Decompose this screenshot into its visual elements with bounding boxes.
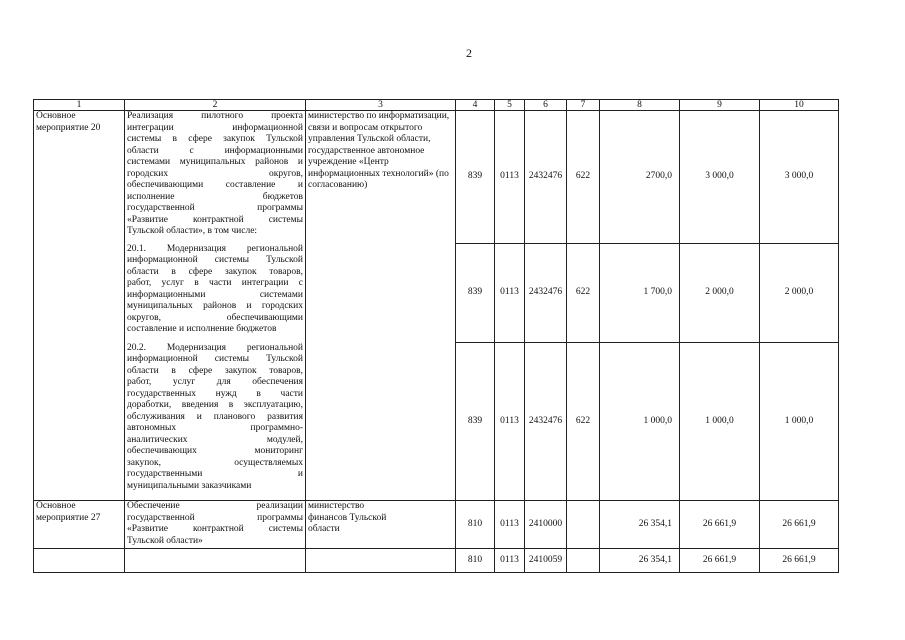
cell-amount-9: 26 661,9: [680, 501, 760, 549]
cell-amount-9: 2 000,0: [680, 244, 760, 343]
measure-27-line: мероприятие 27: [36, 512, 101, 523]
cell-amount-10: 1 000,0: [760, 343, 839, 501]
desc-line: Тульской области»: [127, 535, 203, 546]
desc-line: информационной системы Тульской: [127, 354, 303, 364]
desc-line: автономных программно-: [127, 423, 303, 433]
cell-csr: 2432476: [525, 111, 567, 244]
table-row: [34, 501, 839, 549]
header-cell: 7: [567, 100, 600, 111]
measure-27-cell: [34, 501, 125, 549]
desc-line: муниципальных районов и городских: [127, 301, 303, 311]
cell-amount-10: 2 000,0: [760, 244, 839, 343]
cell-amount-8: 1 000,0: [600, 343, 680, 501]
desc-line: государственных нужд в части: [127, 388, 303, 399]
measure-20-label: Основное мероприятие 20: [36, 111, 101, 133]
table-row: [34, 549, 839, 573]
header-cell: 8: [600, 100, 680, 111]
cell-grbs: 810: [456, 501, 495, 549]
header-cell: 4: [456, 100, 495, 111]
desc-line: Обеспечение реализации: [127, 501, 303, 511]
cell-grbs: 839: [456, 343, 495, 501]
desc-line: Реализация пилотного проекта: [127, 111, 303, 121]
desc-line: 20.2. Модернизация региональной: [127, 342, 303, 353]
desc-line: работ, услуг в части интеграции с: [127, 278, 303, 288]
cell-grbs: 839: [456, 111, 495, 244]
cell-vr: 622: [567, 343, 600, 501]
desc-line: округов, обеспечивающими: [127, 312, 303, 323]
empty-cell: [125, 549, 306, 573]
cell-vr: 622: [567, 111, 600, 244]
desc-line: государственными и: [127, 469, 303, 479]
desc-line: закупок, осуществляемых: [127, 457, 303, 468]
budget-table: [33, 99, 839, 573]
header-cell: 9: [680, 100, 760, 111]
cell-amount-10: 26 661,9: [760, 549, 839, 573]
cell-vr: [567, 501, 600, 549]
desc-line: системами муниципальных районов и: [127, 157, 303, 167]
description-cell: [125, 244, 306, 343]
desc-line: обеспечивающих мониторинг: [127, 446, 303, 456]
cell-amount-9: 3 000,0: [680, 111, 760, 244]
cell-grbs: 839: [456, 244, 495, 343]
executor-cell: [306, 111, 456, 501]
header-cell: 5: [495, 100, 525, 111]
header-cell: 10: [760, 100, 839, 111]
header-cell: 6: [525, 100, 567, 111]
header-cell: 1: [34, 100, 125, 111]
cell-vr: 622: [567, 244, 600, 343]
executor-text: министерство финансов Тульской области: [308, 501, 387, 534]
cell-amount-10: 3 000,0: [760, 111, 839, 244]
desc-line: обслуживания и планового развития: [127, 411, 303, 422]
desc-line: информационной системы Тульской: [127, 255, 303, 265]
desc-line: государственной программы: [127, 512, 303, 523]
executor-text: министерство по информатизации, связи и вопросам открытого управления Тульской области, государственное автономное учреждение «Центр информационных технологий» (по согласованию): [308, 111, 450, 190]
desc-line: области в сфере закупок товаров,: [127, 266, 303, 277]
desc-line: «Развитие контрактной системы: [127, 524, 303, 534]
cell-vr: [567, 549, 600, 573]
header-row: [34, 100, 839, 111]
cell-rzpr: 0113: [495, 549, 525, 573]
cell-csr: 2410059: [525, 549, 567, 573]
desc-line: «Развитие контрактной системы: [127, 214, 303, 225]
table-row: [34, 111, 839, 244]
desc-line: обеспечивающими составление и: [127, 180, 303, 190]
cell-grbs: 810: [456, 549, 495, 573]
description-cell: [125, 501, 306, 549]
cell-amount-10: 26 661,9: [760, 501, 839, 549]
desc-line: Тульской области», в том числе:: [127, 226, 258, 236]
desc-line: работ, услуг для обеспечения: [127, 377, 303, 387]
header-cell: 3: [306, 100, 456, 111]
desc-line: городских округов,: [127, 168, 303, 179]
cell-amount-8: 26 354,1: [600, 549, 680, 573]
desc-line: области в сфере закупок товаров,: [127, 365, 303, 376]
header-cell: 2: [125, 100, 306, 111]
cell-amount-9: 1 000,0: [680, 343, 760, 501]
empty-cell: [306, 549, 456, 573]
cell-amount-9: 26 661,9: [680, 549, 760, 573]
desc-line: доработки, введения в эксплуатацию,: [127, 400, 303, 410]
desc-line: государственной программы: [127, 203, 303, 213]
cell-csr: 2410000: [525, 501, 567, 549]
cell-rzpr: 0113: [495, 244, 525, 343]
desc-line: 20.1. Модернизация региональной: [127, 243, 303, 254]
executor-cell: [306, 501, 456, 549]
description-cell: [125, 343, 306, 501]
cell-rzpr: 0113: [495, 501, 525, 549]
desc-line: системы в сфере закупок Тульской: [127, 134, 303, 144]
cell-csr: 2432476: [525, 244, 567, 343]
desc-line: интеграции информационной: [127, 122, 303, 133]
desc-line: муниципальными заказчиками: [127, 480, 252, 491]
desc-line: аналитических модулей,: [127, 434, 303, 445]
empty-cell: [34, 549, 125, 573]
measure-27-line: Основное: [36, 501, 76, 511]
cell-rzpr: 0113: [495, 343, 525, 501]
desc-line: исполнение бюджетов: [127, 191, 303, 202]
cell-csr: 2432476: [525, 343, 567, 501]
desc-line: области с информационными: [127, 145, 303, 156]
cell-amount-8: 2700,0: [600, 111, 680, 244]
measure-20-cell: [34, 111, 125, 501]
description-cell: [125, 111, 306, 244]
cell-amount-8: 1 700,0: [600, 244, 680, 343]
cell-amount-8: 26 354,1: [600, 501, 680, 549]
desc-line: составление и исполнение бюджетов: [127, 324, 277, 334]
desc-line: информационными системами: [127, 289, 303, 300]
cell-rzpr: 0113: [495, 111, 525, 244]
page-number: 2: [466, 46, 472, 60]
